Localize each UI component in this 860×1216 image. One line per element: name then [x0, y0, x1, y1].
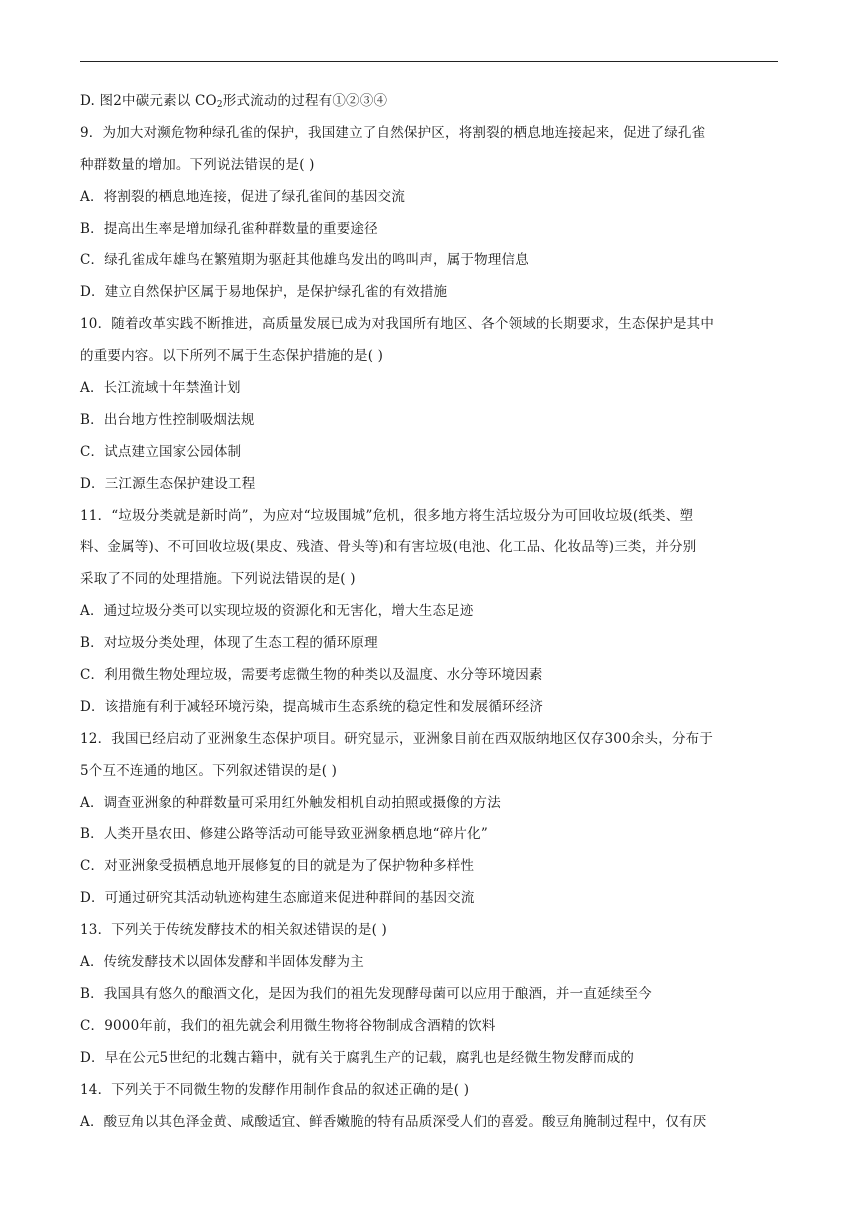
question-10-option-c: C．试点建立国家公园体制	[80, 443, 242, 460]
question-13-option-d: D．早在公元5世纪的北魏古籍中，就有关于腐乳生产的记载，腐乳也是经微生物发酵而成的	[80, 1049, 635, 1066]
question-9-stem: 9．为加大对濒危物种绿孔雀的保护，我国建立了自然保护区，将割裂的栖息地连接起来，促进了绿孔雀	[80, 124, 706, 141]
question-10-stem: 的重要内容。以下所列不属于生态保护措施的是( )	[80, 348, 384, 365]
question-11-stem: 采取了不同的处理措施。下列说法错误的是( )	[80, 571, 356, 588]
question-12-option-a: A．调查亚洲象的种群数量可采用红外触发相机自动拍照或摄像的方法	[80, 794, 501, 811]
question-11-stem: 料、金属等)、不可回收垃圾(果皮、残渣、骨头等)和有害垃圾(电池、化工品、化妆品等)三类，并分别	[80, 539, 697, 556]
question-12-option-b: B．人类开垦农田、修建公路等活动可能导致亚洲象栖息地“碎片化”	[80, 826, 488, 843]
exam-page-content	[80, 86, 780, 1138]
question-10-option-d: D．三江源生态保护建设工程	[80, 475, 256, 492]
subscript: 2	[216, 100, 223, 110]
question-14-stem: 14．下列关于不同微生物的发酵作用制作食品的叙述正确的是( )	[80, 1081, 470, 1098]
question-9-option-a: A．将割裂的栖息地连接，促进了绿孔雀间的基因交流	[80, 188, 406, 205]
question-9-option-b: B．提高出生率是增加绿孔雀种群数量的重要途径	[80, 220, 378, 237]
question-12-stem: 5个互不连通的地区。下列叙述错误的是( )	[80, 762, 338, 779]
question-12-option-d: D．可通过研究其活动轨迹构建生态廊道来促进种群间的基因交流	[80, 890, 475, 907]
header-rule	[80, 61, 778, 62]
question-11-stem: 11．“垃圾分类就是新时尚”，为应对“垃圾围城”危机，很多地方将生活垃圾分为可回收垃圾(纸类、塑	[80, 507, 694, 524]
question-13-option-c: C．9000年前，我们的祖先就会利用微生物将谷物制成含酒精的饮料	[80, 1017, 496, 1034]
question-10-stem: 10．随着改革实践不断推进，高质量发展已成为对我国所有地区、各个领域的长期要求，生态保护是其中	[80, 316, 715, 333]
question-11-option-d: D．该措施有利于减轻环境污染，提高城市生态系统的稳定性和发展循环经济	[80, 698, 544, 715]
question-13-option-b: B．我国具有悠久的酿酒文化，是因为我们的祖先发现酵母菌可以应用于酿酒，并一直延续至今	[80, 985, 652, 1002]
question-10-option-b: B．出台地方性控制吸烟法规	[80, 411, 255, 428]
question-11-option-c: C．利用微生物处理垃圾，需要考虑微生物的种类以及温度、水分等环境因素	[80, 667, 543, 684]
question-11-option-b: B．对垃圾分类处理，体现了生态工程的循环原理	[80, 635, 378, 652]
question-13-option-a: A．传统发酵技术以固体发酵和半固体发酵为主	[80, 954, 364, 971]
option-text: 形式流动的过程有①②③④	[222, 93, 388, 109]
question-14-option-a: A．酸豆角以其色泽金黄、咸酸适宜、鲜香嫩脆的特有品质深受人们的喜爱。酸豆角腌制过程中，仅有厌	[80, 1113, 707, 1130]
option-text: D. 图2中碳元素以 CO	[80, 93, 217, 109]
question-8-option-d	[80, 86, 780, 118]
question-9-option-d: D．建立自然保护区属于易地保护，是保护绿孔雀的有效措施	[80, 284, 448, 301]
question-10-option-a: A．长江流域十年禁渔计划	[80, 380, 241, 397]
question-9-stem: 种群数量的增加。下列说法错误的是( )	[80, 156, 315, 173]
question-12-stem: 12．我国已经启动了亚洲象生态保护项目。研究显示，亚洲象目前在西双版纳地区仅存300余头，分布于	[80, 730, 714, 747]
question-11-option-a: A．通过垃圾分类可以实现垃圾的资源化和无害化，增大生态足迹	[80, 603, 474, 620]
question-13-stem: 13．下列关于传统发酵技术的相关叙述错误的是( )	[80, 922, 388, 939]
question-9-option-c: C．绿孔雀成年雄鸟在繁殖期为驱赶其他雄鸟发出的鸣叫声，属于物理信息	[80, 252, 529, 269]
question-12-option-c: C．对亚洲象受损栖息地开展修复的目的就是为了保护物种多样性	[80, 858, 475, 875]
